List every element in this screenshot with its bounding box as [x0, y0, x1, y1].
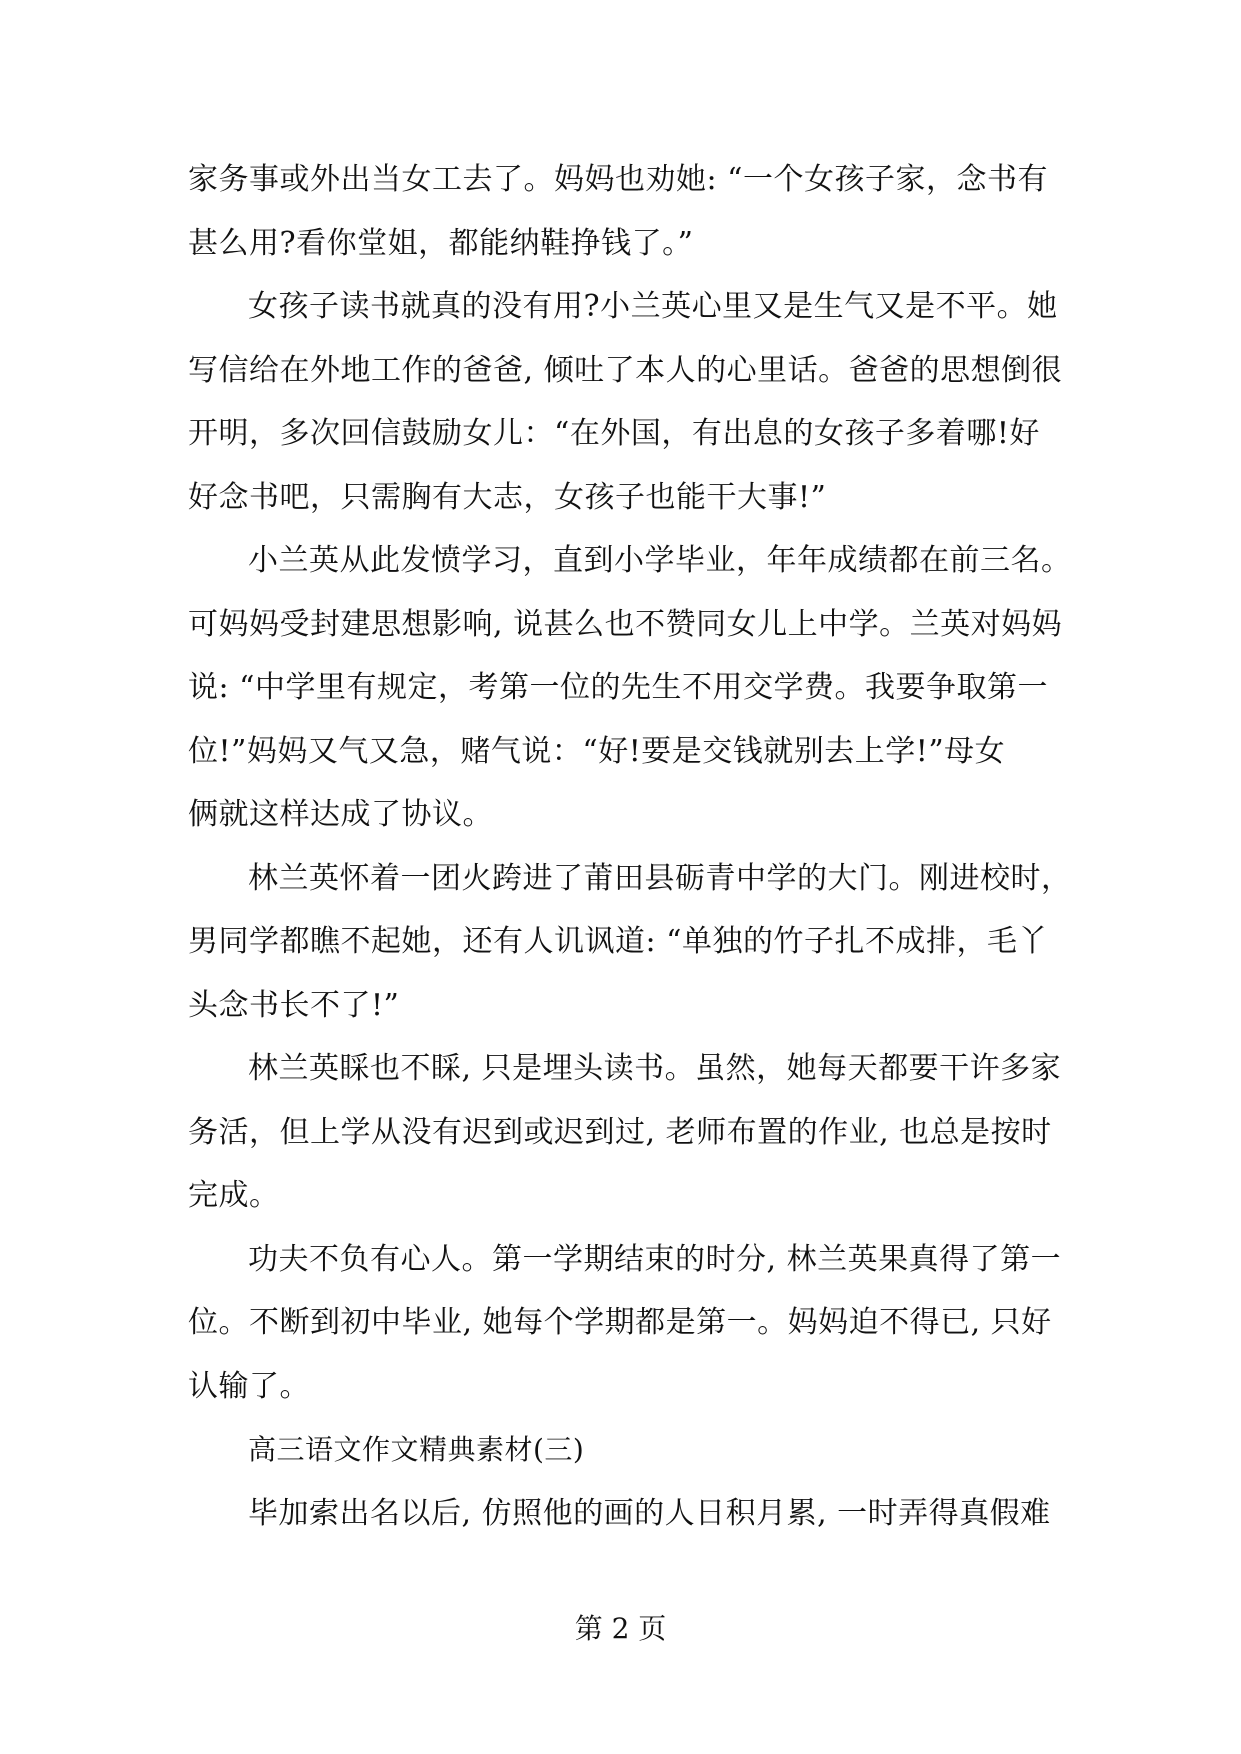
text-line: 可妈妈受封建思想影响, 说甚么也不赞同女儿上中学。兰英对妈妈: [188, 606, 1063, 642]
text-line: 说: “中学里有规定，考第一位的先生不用交学费。我要争取第一: [188, 670, 1048, 705]
text-line: 开明，多次回信鼓励女儿：“在外国，有出息的女孩子多着哪!好: [188, 416, 1040, 451]
text-line: 位!”妈妈又气又急，赌气说：“好!要是交钱就别去上学!”母女: [188, 733, 1006, 769]
document-body: [188, 148, 1072, 1545]
text-line: 认输了。: [188, 1368, 310, 1404]
paragraph-first-line: 林兰英睬也不睬, 只是埋头读书。虽然，她每天都要干许多家: [248, 1051, 1062, 1086]
paragraph-first-line: 小兰英从此发愤学习，直到小学毕业，年年成绩都在前三名。: [248, 543, 1072, 578]
text-line: 家务事或外出当女工去了。妈妈也劝她: “一个女孩子家，念书有: [188, 162, 1048, 197]
paragraph-first-line: 女孩子读书就真的没有用?小兰英心里又是生气又是不平。她: [248, 289, 1058, 324]
text-line: 位。不断到初中毕业, 她每个学期都是第一。妈妈迫不得已, 只好: [188, 1305, 1052, 1340]
text-line: 甚么用?看你堂姐，都能纳鞋挣钱了。”: [188, 225, 694, 261]
paragraph-first-line: 功夫不负有心人。第一学期结束的时分, 林兰英果真得了第一: [248, 1241, 1062, 1277]
paragraph-first-line: 林兰英怀着一团火跨进了莆田县砺青中学的大门。刚进校时，: [248, 860, 1072, 896]
page-number: 第 2 页: [574, 1612, 667, 1645]
text-line: 俩就这样达成了协议。: [188, 797, 493, 832]
text-line: 头念书长不了!”: [188, 987, 400, 1023]
text-line: 完成。: [188, 1178, 280, 1213]
text-line: 好念书吧，只需胸有大志，女孩子也能干大事!”: [188, 479, 827, 515]
section-heading: 高三语文作文精典素材(三): [248, 1433, 585, 1466]
text-line: 男同学都瞧不起她，还有人讥讽道: “单独的竹子扎不成排，毛丫: [188, 924, 1048, 959]
paragraph-first-line: 毕加索出名以后, 仿照他的画的人日积月累, 一时弄得真假难: [248, 1495, 1051, 1531]
text-line: 写信给在外地工作的爸爸, 倾吐了本人的心里话。爸爸的思想倒很: [188, 352, 1063, 388]
text-line: 务活，但上学从没有迟到或迟到过, 老师布置的作业, 也总是按时: [188, 1114, 1052, 1150]
